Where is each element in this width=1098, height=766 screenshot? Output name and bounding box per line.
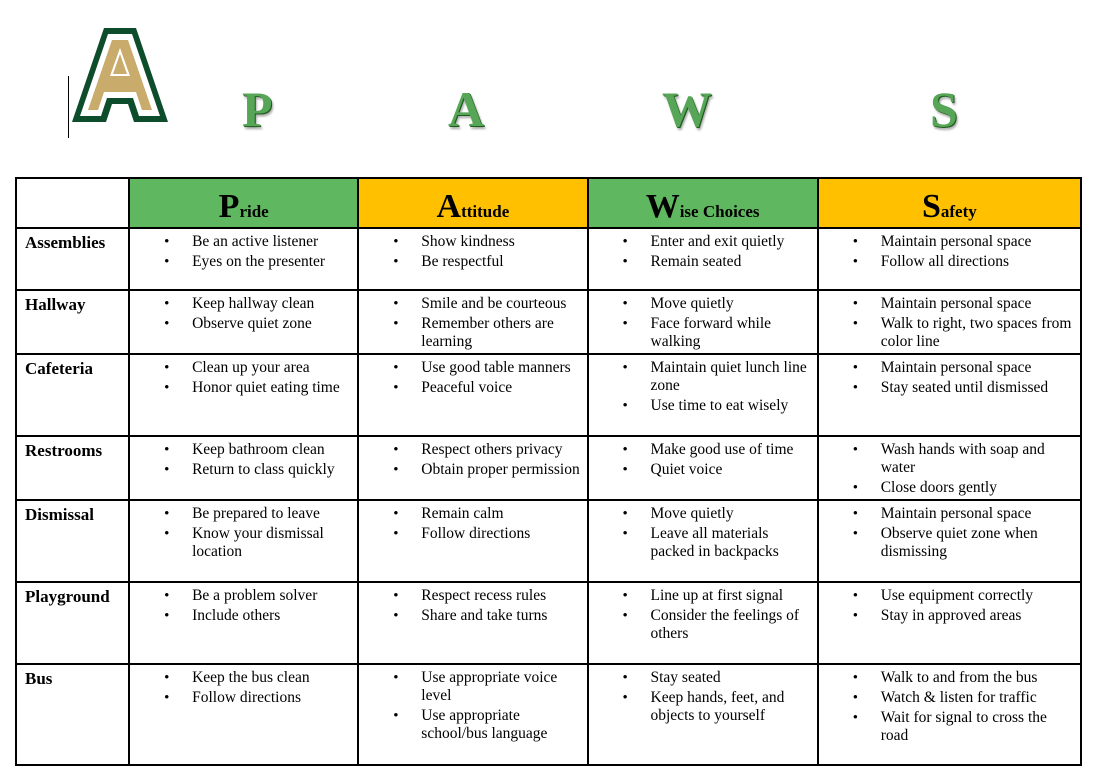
- list-item: • Keep hands, feet, and objects to yourself: [589, 689, 817, 725]
- expectation-cell: [588, 582, 818, 664]
- acronym-letter-w: W: [662, 81, 712, 137]
- list-item: • Leave all materials packed in backpacks: [589, 525, 817, 561]
- row-label: Dismissal: [16, 500, 129, 582]
- expectation-list: [359, 291, 586, 351]
- list-item: • Keep the bus clean: [130, 669, 357, 687]
- list-item: • Remain calm: [359, 505, 586, 523]
- expectation-cell: [358, 664, 587, 765]
- list-item: • Use equipment correctly: [819, 587, 1080, 605]
- list-item: • Quiet voice: [589, 461, 817, 479]
- expectation-list: [819, 665, 1080, 745]
- expectation-list: [589, 501, 817, 561]
- expectation-cell: [129, 500, 358, 582]
- column-header-safety: Safety: [818, 178, 1081, 228]
- expectation-cell: [588, 436, 818, 500]
- column-header-pride: Pride: [129, 178, 358, 228]
- list-item: • Follow directions: [359, 525, 586, 543]
- list-item: • Remain seated: [589, 253, 817, 271]
- list-item: • Use appropriate voice level: [359, 669, 586, 705]
- expectation-list: [359, 583, 586, 625]
- list-item: • Peaceful voice: [359, 379, 586, 397]
- column-header-wise-choices: Wise Choices: [588, 178, 818, 228]
- expectation-list: [819, 437, 1080, 497]
- list-item: • Close doors gently: [819, 479, 1080, 497]
- acronym-letter-p: P: [242, 81, 273, 137]
- expectation-list: [359, 355, 586, 397]
- expectation-cell: [129, 582, 358, 664]
- list-item: • Move quietly: [589, 505, 817, 523]
- list-item: • Know your dismissal location: [130, 525, 357, 561]
- expectation-cell: [358, 500, 587, 582]
- list-item: • Show kindness: [359, 233, 586, 251]
- list-item: • Observe quiet zone when dismissing: [819, 525, 1080, 561]
- list-item: • Wash hands with soap and water: [819, 441, 1080, 477]
- list-item: • Maintain quiet lunch line zone: [589, 359, 817, 395]
- list-item: • Watch & listen for traffic: [819, 689, 1080, 707]
- list-item: • Remember others are learning: [359, 315, 586, 351]
- expectation-list: [589, 291, 817, 351]
- list-item: • Maintain personal space: [819, 233, 1080, 251]
- expectation-list: [589, 437, 817, 479]
- list-item: • Smile and be courteous: [359, 295, 586, 313]
- expectation-cell: [358, 436, 587, 500]
- expectation-cell: [588, 354, 818, 436]
- expectation-list: [359, 665, 586, 743]
- expectation-cell: [588, 664, 818, 765]
- expectation-cell: [129, 436, 358, 500]
- list-item: • Clean up your area: [130, 359, 357, 377]
- list-item: • Use appropriate school/bus language: [359, 707, 586, 743]
- expectation-list: [359, 437, 586, 479]
- list-item: • Stay in approved areas: [819, 607, 1080, 625]
- acronym-letter-s: S: [930, 81, 958, 137]
- expectation-cell: [818, 664, 1081, 765]
- list-item: • Face forward while walking: [589, 315, 817, 351]
- list-item: • Stay seated until dismissed: [819, 379, 1080, 397]
- table-row: [16, 436, 1081, 500]
- table-row: [16, 664, 1081, 765]
- expectation-list: [130, 291, 357, 333]
- expectation-cell: [588, 228, 818, 290]
- expectation-cell: [588, 290, 818, 354]
- list-item: • Keep hallway clean: [130, 295, 357, 313]
- list-item: • Move quietly: [589, 295, 817, 313]
- list-item: • Wait for signal to cross the road: [819, 709, 1080, 745]
- row-label: Hallway: [16, 290, 129, 354]
- expectation-cell: [358, 582, 587, 664]
- list-item: • Use time to eat wisely: [589, 397, 817, 415]
- expectation-list: [130, 583, 357, 625]
- list-item: • Walk to right, two spaces from color line: [819, 315, 1080, 351]
- table-row: [16, 228, 1081, 290]
- table-row: [16, 582, 1081, 664]
- table-row: [16, 500, 1081, 582]
- list-item: • Include others: [130, 607, 357, 625]
- list-item: • Share and take turns: [359, 607, 586, 625]
- expectation-cell: [358, 290, 587, 354]
- expectation-list: [130, 501, 357, 561]
- expectation-list: [359, 229, 586, 271]
- expectation-cell: [818, 354, 1081, 436]
- list-item: • Return to class quickly: [130, 461, 357, 479]
- paws-matrix-table: [15, 177, 1082, 766]
- expectation-list: [130, 229, 357, 271]
- row-label: Assemblies: [16, 228, 129, 290]
- expectation-list: [819, 501, 1080, 561]
- expectation-list: [130, 665, 357, 707]
- list-item: • Walk to and from the bus: [819, 669, 1080, 687]
- expectation-cell: [818, 228, 1081, 290]
- list-item: • Stay seated: [589, 669, 817, 687]
- list-item: • Be respectful: [359, 253, 586, 271]
- list-item: • Enter and exit quietly: [589, 233, 817, 251]
- table-row: [16, 290, 1081, 354]
- expectation-list: [589, 583, 817, 643]
- list-item: • Honor quiet eating time: [130, 379, 357, 397]
- corner-cell: [16, 178, 129, 228]
- list-item: • Be an active listener: [130, 233, 357, 251]
- expectation-list: [130, 437, 357, 479]
- table-header-row: [16, 178, 1081, 228]
- list-item: • Obtain proper permission: [359, 461, 586, 479]
- expectation-cell: [818, 436, 1081, 500]
- list-item: • Respect others privacy: [359, 441, 586, 459]
- expectation-list: [589, 355, 817, 415]
- school-logo: [68, 26, 172, 126]
- list-item: • Eyes on the presenter: [130, 253, 357, 271]
- expectation-cell: [129, 354, 358, 436]
- list-item: • Maintain personal space: [819, 359, 1080, 377]
- expectation-list: [819, 355, 1080, 397]
- row-label: Cafeteria: [16, 354, 129, 436]
- expectation-cell: [358, 354, 587, 436]
- expectation-list: [130, 355, 357, 397]
- list-item: • Maintain personal space: [819, 505, 1080, 523]
- expectation-cell: [129, 664, 358, 765]
- expectation-cell: [818, 582, 1081, 664]
- list-item: • Use good table manners: [359, 359, 586, 377]
- acronym-letter-a: A: [448, 81, 485, 137]
- list-item: • Be prepared to leave: [130, 505, 357, 523]
- expectation-cell: [358, 228, 587, 290]
- expectation-list: [819, 583, 1080, 625]
- list-item: • Be a problem solver: [130, 587, 357, 605]
- expectation-cell: [588, 500, 818, 582]
- table-row: [16, 354, 1081, 436]
- list-item: • Keep bathroom clean: [130, 441, 357, 459]
- list-item: • Respect recess rules: [359, 587, 586, 605]
- list-item: • Make good use of time: [589, 441, 817, 459]
- text-cursor: [68, 76, 69, 138]
- expectation-list: [589, 229, 817, 271]
- expectation-cell: [818, 500, 1081, 582]
- row-label: Playground: [16, 582, 129, 664]
- row-label: Restrooms: [16, 436, 129, 500]
- column-header-attitude: Attitude: [358, 178, 587, 228]
- expectation-cell: [129, 290, 358, 354]
- list-item: • Follow all directions: [819, 253, 1080, 271]
- list-item: • Consider the feelings of others: [589, 607, 817, 643]
- list-item: • Observe quiet zone: [130, 315, 357, 333]
- row-label: Bus: [16, 664, 129, 765]
- expectation-cell: [818, 290, 1081, 354]
- expectation-cell: [129, 228, 358, 290]
- expectation-list: [359, 501, 586, 543]
- expectation-list: [589, 665, 817, 725]
- list-item: • Follow directions: [130, 689, 357, 707]
- list-item: • Maintain personal space: [819, 295, 1080, 313]
- list-item: • Line up at first signal: [589, 587, 817, 605]
- expectation-list: [819, 229, 1080, 271]
- expectation-list: [819, 291, 1080, 351]
